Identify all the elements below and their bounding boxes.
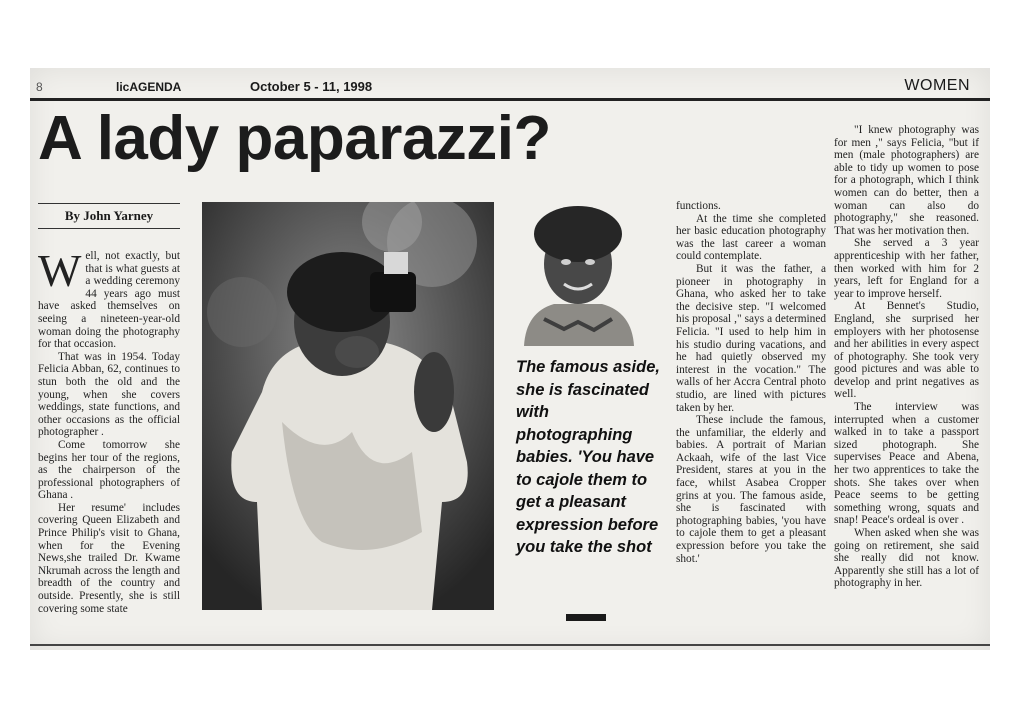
article-paragraph: The interview was interrupted when a customer walked in to take a passport sized photograph. She supervises Peace and Abena, her two apprentices to take the shots. She takes over when Peace seems to be getting something wrong, squats and snap! Peace's ordeal is over .	[834, 401, 979, 527]
article-column-1	[38, 245, 180, 615]
drop-cap: W	[38, 245, 82, 296]
page-number: 8	[36, 80, 43, 94]
article-paragraph: Come tomorrow she begins her tour of the regions, as the chairperson of the professional photographers of Ghana .	[38, 438, 180, 502]
photographer-photo	[202, 202, 494, 610]
headline: A lady paparazzi?	[38, 104, 551, 173]
article-column-4	[676, 200, 826, 565]
article-paragraph: That was in 1954. Today Felicia Abban, 62, continues to stun both the old and the young, when she covers weddings, state functions, and other occasions as the official photographer .	[38, 350, 180, 439]
pull-quote: The famous aside, she is fascinated with photographing babies. 'You have to cajole them to get a pleasant expression before you take the shot	[516, 358, 660, 556]
article-paragraph: Her resume' includes covering Queen Elizabeth and Prince Philip's visit to Ghana, when for the Evening News,she trailed Dr. Kwame Nkrumah across the length and breadth of the country and outside. Presently, she is still covering some state	[38, 501, 180, 615]
newspaper-name: licAGENDA	[116, 80, 182, 94]
article-paragraph: At Bennet's Studio, England, she surprised her employers with her photosense and her abilities in every aspect of photography. She took very good pictures and was able to develop and print negatives as well.	[834, 300, 979, 401]
bottom-rule	[30, 644, 990, 646]
article-paragraph: These include the famous, the unfamiliar, the elderly and babies. A portrait of Marian Ackaah, wife of the last Vice President, stares at you in the face, whilst Asabea Cropper grins at you. The famous aside, she is fascinated with photographing babies, 'you have to cajole them to get a pleasant expression before you take the shot.'	[676, 414, 826, 565]
article-paragraph: Well, not exactly, but that is what guests at a wedding ceremony 44 years ago must have asked themselves on seeing a nineteen-year-old woman doing the photography for that occasion.	[38, 245, 180, 351]
section-name: WOMEN	[904, 77, 970, 94]
article-paragraph: "I knew photography was for men ," says Felicia, "but if men (male photographers) are able to tidy up women to pose for a photograph, which I think women can do better, then a woman can also do photography," she reasoned. That was her motivation then.	[834, 124, 979, 237]
portrait-photo-art	[514, 204, 642, 346]
article-column-5	[834, 124, 979, 590]
issue-date: October 5 - 11, 1998	[250, 79, 373, 94]
article-paragraph: functions.	[676, 200, 721, 212]
article-paragraph: She served a 3 year apprenticeship with her father, then worked with him for 2 years, left for England for a year to improve herself.	[834, 237, 979, 300]
byline: By John Yarney	[38, 203, 180, 229]
page-header	[30, 76, 990, 101]
portrait-photo	[514, 204, 642, 346]
article-paragraph: When asked when she was going on retirement, she said she really did not know. Apparently she still has a lot of photography in her.	[834, 527, 979, 590]
article-paragraph: At the time she completed her basic education photography was the last career a woman could contemplate.	[676, 212, 826, 263]
pull-quote-bar	[566, 614, 606, 621]
article-paragraph: But it was the father, a pioneer in photography in Ghana, who asked her to take the decisive step. "I welcomed his proposal ," says a determined Felicia. "I used to help him in his studio during vacations, and he had quietly observed my interest in the vocation." The walls of her Accra Central photo studio, are lined with pictures taken by her.	[676, 262, 826, 414]
photographer-photo-art	[202, 202, 494, 610]
newspaper-clipping	[30, 68, 990, 650]
